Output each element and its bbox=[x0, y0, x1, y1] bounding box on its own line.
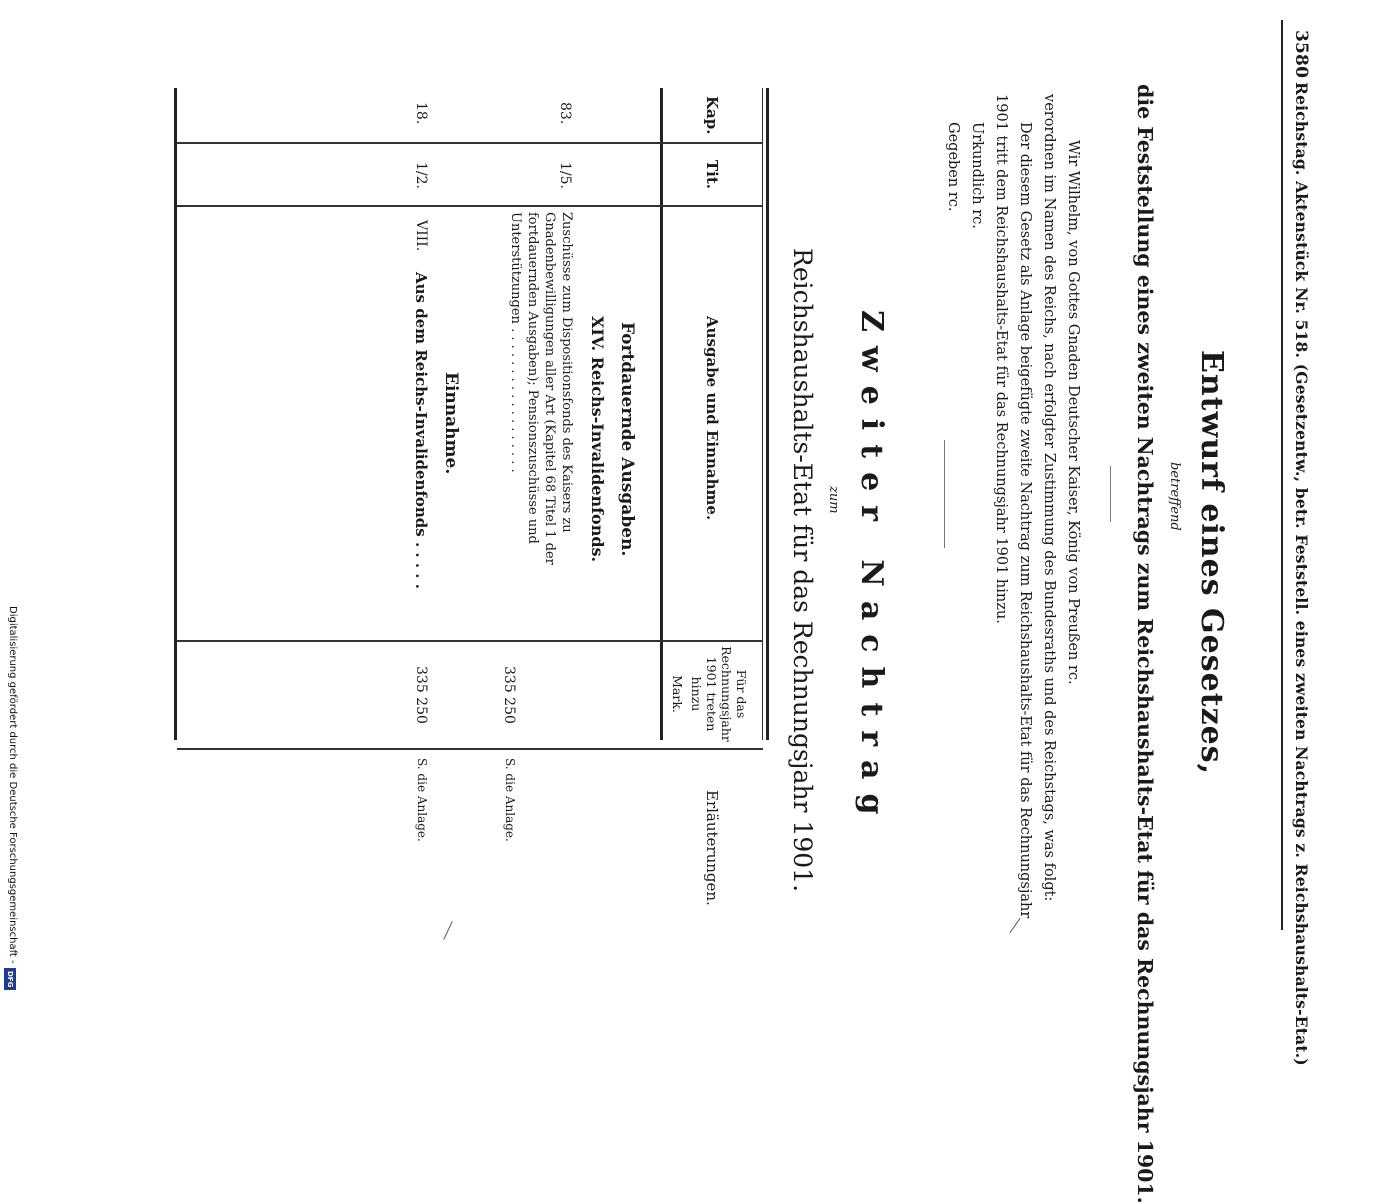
appendix-etat: Reichshaushalts-Etat für das Rechnungsjahr 1901. bbox=[788, 248, 817, 893]
section-income: Einnahme. bbox=[441, 372, 461, 475]
col-sep-tit bbox=[177, 205, 763, 207]
preamble-line-2: verordnen im Namen des Reichs, nach erfolgter Zustimmung des Bundesraths und des Reichstags, was folgt: bbox=[1041, 94, 1057, 902]
row1-desc: Zuschüsse zum Dispositionsfonds des Kaisers zu Gnadenbewilligungen aller Art (Kapitel 68 Titel 1 der fortdauernden Ausgaben); Pensionszuschüsse und Unterstützungen . . . . . . . . . . . . . . . . . . bbox=[508, 212, 574, 565]
header-rule bbox=[1281, 20, 1283, 930]
appendix-title: Zweiter Nachtrag bbox=[854, 310, 889, 829]
table-top-rule-2 bbox=[762, 88, 763, 740]
row2-note: S. die Anlage. bbox=[415, 758, 429, 842]
header-tit: Tit. bbox=[703, 160, 721, 190]
row1-kap: 83. bbox=[557, 102, 573, 125]
separator-rule bbox=[1110, 466, 1111, 522]
law-subtitle: die Feststellung eines zweiten Nachtrags zum Reichshaushalts-Etat für das Rechnungsjahr 1901. bbox=[1133, 84, 1157, 1204]
header-notes: Erläuterungen. bbox=[703, 790, 721, 906]
table-bottom-rule bbox=[174, 88, 177, 740]
separator-rule-2 bbox=[944, 440, 945, 548]
page-number: 3580 bbox=[1291, 30, 1311, 79]
row2-kap: 18. bbox=[413, 102, 429, 125]
col-sep-main bbox=[177, 640, 763, 642]
header-amount: Für das Rechnungsjahr 1901 treten hinzu bbox=[689, 646, 749, 742]
row1-note: S. die Anlage. bbox=[503, 758, 517, 842]
appendix-zum: zum bbox=[826, 486, 841, 514]
row2-desc: Aus dem Reichs-Invalidenfonds . . . . . bbox=[412, 272, 430, 589]
row2-roman: VIII. bbox=[413, 220, 429, 252]
article-line-2: 1901 tritt dem Reichshaushalts-Etat für das Rechnungsjahr 1901 hinzu. bbox=[993, 94, 1009, 624]
header-amount-unit: Mark. bbox=[670, 675, 685, 713]
gegeben: Gegeben rc. bbox=[945, 122, 961, 212]
section-expenses: Fortdauernde Ausgaben. bbox=[617, 322, 637, 557]
betreffend-label: betreffend bbox=[1167, 462, 1182, 531]
row2-amount: 335 250 bbox=[413, 666, 429, 724]
row1-amount: 335 250 bbox=[501, 666, 517, 724]
section-xiv: XIV. Reichs-Invalidenfonds. bbox=[588, 316, 607, 563]
article-line-1: Der diesem Gesetz als Anlage beigefügte zweite Nachtrag zum Reichshaushalts-Etat für das Rechnungsjahr bbox=[1017, 122, 1033, 919]
table-top-rule bbox=[766, 88, 769, 740]
preamble-line-1: Wir Wilhelm, von Gottes Gnaden Deutscher Kaiser, König von Preußen rc. bbox=[1065, 140, 1081, 685]
law-title: Entwurf eines Gesetzes, bbox=[1194, 350, 1229, 776]
col-sep-kap bbox=[177, 142, 763, 144]
urkundlich: Urkundlich rc. bbox=[969, 122, 985, 229]
dfg-logo-icon: DFG bbox=[4, 968, 16, 990]
row1-tit: 1/5. bbox=[557, 162, 573, 189]
table-header-rule bbox=[660, 88, 663, 740]
running-header: Reichstag. Aktenstück Nr. 518. (Gesetzentw., betr. Feststell. eines zweiten Nachtrags z. Reichshaushalts-Etat.) bbox=[1292, 82, 1311, 1066]
header-main: Ausgabe und Einnahme. bbox=[703, 316, 721, 521]
col-sep-amount bbox=[177, 748, 763, 750]
header-kap: Kap. bbox=[703, 96, 721, 135]
row2-tit: 1/2. bbox=[413, 162, 429, 189]
digitization-credit bbox=[2, 606, 22, 996]
credit-text: Digitalisierung gefördert durch die Deutsche Forschungsgemeinschaft - bbox=[7, 606, 18, 964]
